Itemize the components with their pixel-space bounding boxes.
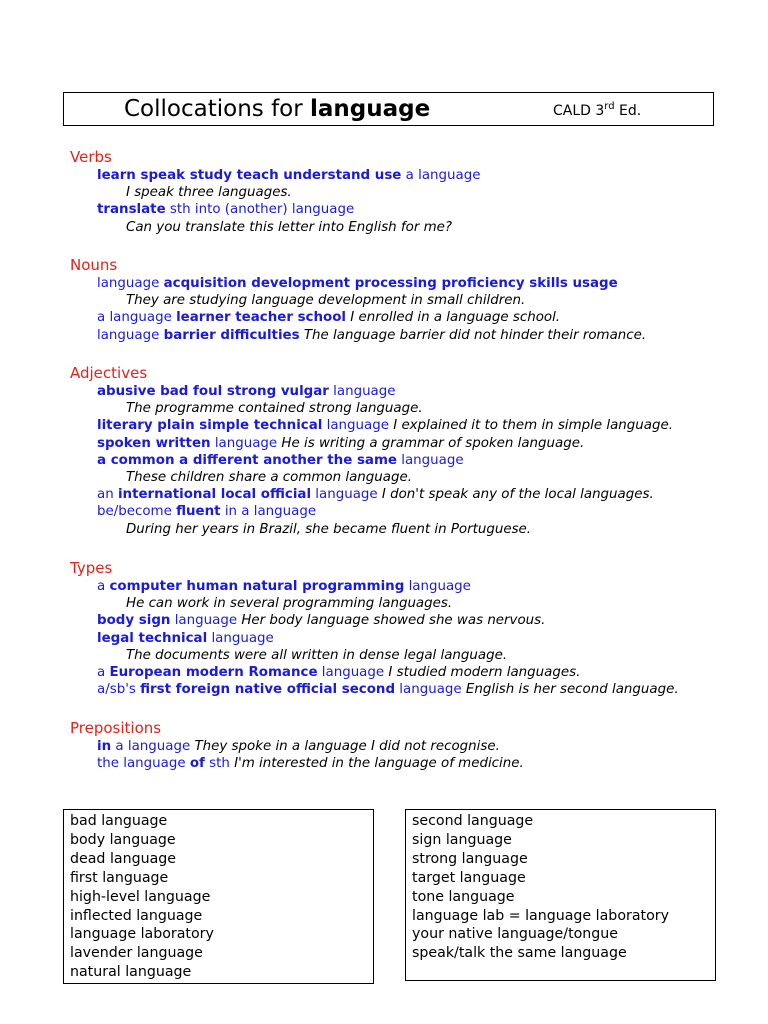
- collocate: fluent: [176, 504, 221, 520]
- example-text: I don't speak any of the local languages.: [377, 487, 654, 503]
- collocate: abusive bad foul strong vulgar: [97, 384, 329, 399]
- context-text: language: [317, 665, 385, 680]
- collocation-line: [97, 755, 524, 772]
- example-line: [126, 219, 452, 236]
- example-text: I studied modern languages.: [384, 665, 581, 680]
- example-text: English is her second language.: [461, 682, 679, 698]
- collocation-line: [97, 383, 396, 400]
- context-text: sth into (another) language: [165, 202, 355, 218]
- word-list-item: body language: [70, 831, 176, 848]
- collocate: acquisition development processing proficiency skills usage: [163, 276, 618, 291]
- word-list-item: lavender language: [70, 945, 203, 962]
- collocate: European modern Romance: [109, 665, 318, 680]
- example-text: I explained it to them in simple language.: [388, 418, 673, 434]
- word-box-left: [63, 809, 374, 984]
- example-text: The language barrier did not hinder their romance.: [299, 327, 647, 343]
- example-text: I speak three languages.: [126, 185, 292, 201]
- edition-suffix: Ed.: [614, 103, 642, 119]
- collocation-line: [97, 275, 618, 292]
- collocation-line: [97, 681, 679, 698]
- collocate: learner teacher school: [176, 310, 347, 326]
- word-list-item: language lab = language laboratory: [412, 907, 669, 924]
- context-text: language: [207, 630, 274, 646]
- context-text: language: [97, 276, 164, 291]
- context-text: sth: [204, 756, 230, 772]
- collocate: spoken written: [97, 435, 211, 451]
- context-text: a: [97, 665, 110, 680]
- collocate: of: [189, 756, 205, 772]
- context-text: language: [404, 579, 471, 594]
- word-list-item: inflected language: [70, 907, 203, 924]
- context-text: language: [97, 327, 164, 343]
- example-text: The programme contained strong language.: [126, 401, 423, 417]
- context-text: language: [170, 613, 238, 629]
- example-line: [126, 292, 525, 309]
- word-list-item: target language: [412, 869, 526, 886]
- context-text: a/sb's: [97, 682, 141, 698]
- edition-prefix: CALD 3: [553, 103, 605, 119]
- word-list-item: second language: [412, 813, 534, 829]
- example-text: They are studying language development in small children.: [126, 293, 526, 309]
- collocate: international local official: [117, 487, 312, 503]
- word-list-item: language laboratory: [70, 926, 214, 943]
- collocate: body sign: [97, 613, 171, 629]
- section-heading: Adjectives: [70, 364, 148, 382]
- word-list-item: first language: [70, 869, 169, 886]
- context-text: the language: [97, 756, 190, 772]
- context-text: language: [328, 384, 396, 399]
- example-text: Can you translate this letter into English for me?: [126, 219, 452, 235]
- example-line: [126, 184, 292, 201]
- title-prefix: Collocations for: [124, 96, 311, 122]
- collocation-line: [97, 612, 545, 629]
- word-box-right: [405, 809, 716, 981]
- example-line: [126, 400, 423, 417]
- context-text: language: [311, 487, 378, 503]
- context-text: language: [322, 418, 389, 434]
- example-text: The documents were all written in dense legal language.: [126, 647, 508, 663]
- collocation-line: [97, 201, 354, 218]
- word-list-item: natural language: [70, 964, 192, 981]
- collocation-line: [97, 417, 673, 434]
- collocation-line: [97, 167, 480, 184]
- context-text: language: [395, 682, 462, 698]
- word-list-item: strong language: [412, 850, 528, 867]
- example-text: He is writing a grammar of spoken language.: [277, 435, 585, 451]
- section-heading: Nouns: [70, 256, 118, 274]
- example-text: He can work in several programming languages.: [126, 596, 453, 612]
- collocate: computer human natural programming: [109, 579, 405, 594]
- title-box: [63, 92, 714, 126]
- example-text: Her body language showed she was nervous.: [237, 613, 546, 629]
- collocate: learn speak study teach understand use: [97, 168, 402, 183]
- collocate: in: [97, 739, 112, 754]
- context-text: a language: [401, 168, 481, 183]
- collocate: first foreign native official second: [140, 682, 396, 698]
- context-text: an: [97, 487, 118, 503]
- context-text: in a language: [220, 504, 317, 520]
- context-text: a: [97, 579, 110, 594]
- word-list-item: dead language: [70, 850, 176, 867]
- collocation-line: [97, 309, 560, 326]
- section-heading: Types: [70, 559, 113, 577]
- word-list-item: speak/talk the same language: [412, 945, 627, 962]
- example-line: [126, 521, 531, 538]
- word-list-item: your native language/tongue: [412, 926, 619, 943]
- context-text: a language: [111, 739, 191, 754]
- example-text: I enrolled in a language school.: [346, 310, 561, 326]
- example-text: I'm interested in the language of medicine.: [229, 756, 524, 772]
- collocate: legal technical: [97, 630, 208, 646]
- example-text: These children share a common language.: [126, 470, 412, 485]
- collocate: a common a different another the same: [97, 452, 397, 468]
- context-text: language: [210, 435, 278, 451]
- collocation-line: [97, 435, 584, 452]
- example-text: During her years in Brazil, she became fluent in Portuguese.: [126, 521, 532, 537]
- collocation-line: [97, 630, 274, 647]
- collocation-line: [97, 664, 580, 681]
- example-line: [126, 469, 412, 486]
- edition-superscript: rd: [604, 101, 615, 112]
- example-text: They spoke in a language I did not recognise.: [190, 739, 500, 754]
- collocate: translate: [97, 202, 166, 218]
- collocation-line: [97, 486, 654, 503]
- word-list-item: bad language: [70, 813, 168, 829]
- example-line: [126, 647, 507, 664]
- collocate: barrier difficulties: [163, 327, 300, 343]
- context-text: a language: [97, 310, 177, 326]
- collocate: literary plain simple technical: [97, 418, 323, 434]
- collocation-line: [97, 578, 471, 595]
- context-text: language: [397, 452, 464, 468]
- context-text: be/become: [97, 504, 177, 520]
- section-heading: Prepositions: [70, 719, 162, 737]
- edition-label: [553, 103, 641, 119]
- word-list-item: high-level language: [70, 888, 211, 905]
- title-keyword: language: [310, 96, 431, 122]
- word-list-item: tone language: [412, 888, 515, 905]
- section-heading: Verbs: [70, 148, 112, 166]
- collocation-line: [97, 503, 316, 520]
- collocation-line: [97, 452, 464, 469]
- page-title: [124, 96, 430, 122]
- collocation-line: [97, 327, 646, 344]
- example-line: [126, 595, 452, 612]
- collocation-line: [97, 738, 500, 755]
- word-list-item: sign language: [412, 831, 512, 848]
